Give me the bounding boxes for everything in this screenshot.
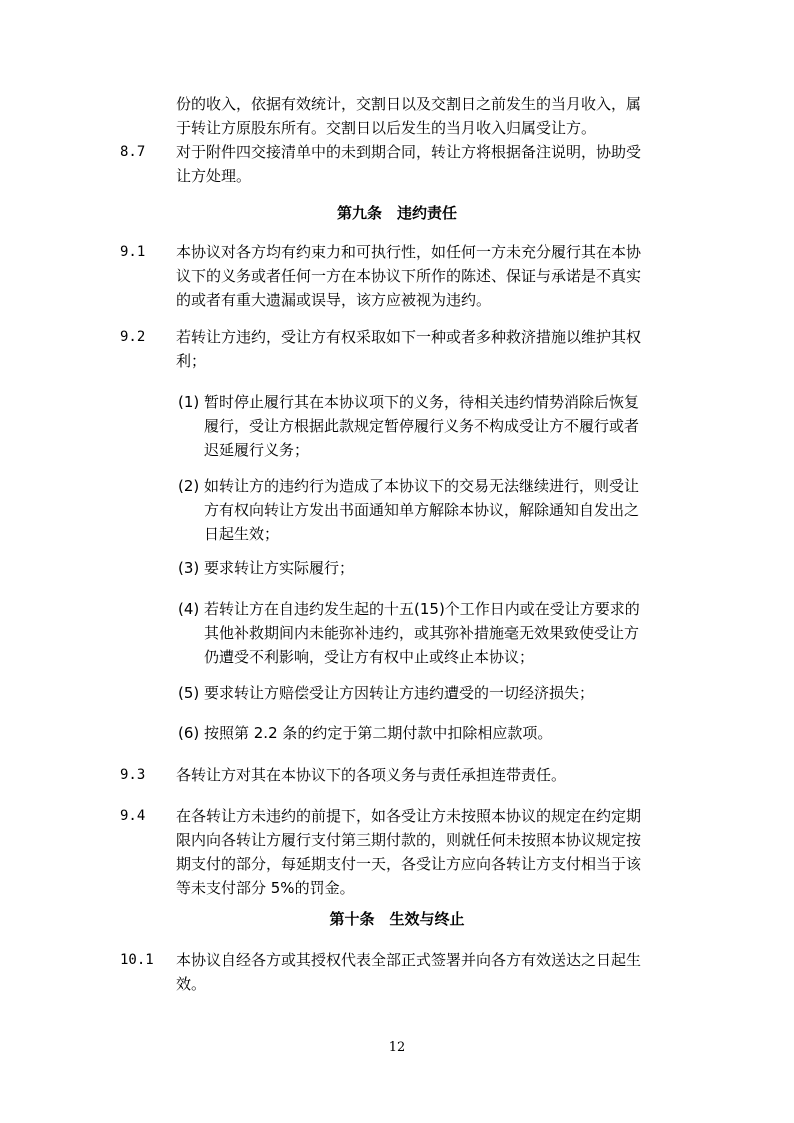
list-item-line: 要求转让方赔偿受让方因转让方违约遭受的一切经济损失； [204, 684, 595, 702]
paragraph-line: 利； [176, 352, 207, 370]
paragraph-line: 各转让方对其在本协议下的各项义务与责任承担连带责任。 [176, 766, 567, 784]
list-item-line: 若转让方在自违约发生起的十五(15)个工作日内或在受让方要求的 [204, 600, 640, 618]
paragraph-line: 议下的义务或者任何一方在本协议下所作的陈述、保证与承诺是不真实 [176, 267, 642, 285]
section-number: 9.3 [120, 767, 146, 783]
section-number: 9.1 [120, 244, 146, 260]
list-item-line: 仍遭受不利影响，受让方有权中止或终止本协议； [204, 648, 535, 666]
page-number: 12 [388, 1040, 406, 1055]
list-marker: (6) [178, 724, 200, 742]
list-marker: (4) [178, 600, 200, 618]
paragraph-line: 若转让方违约，受让方有权采取如下一种或者多种救济措施以维护其权 [176, 328, 642, 346]
article-heading: 第九条 违约责任 [336, 204, 457, 222]
paragraph-line: 份的收入，依据有效统计，交割日以及交割日之前发生的当月收入，属 [176, 95, 642, 113]
paragraph-line: 让方处理。 [176, 167, 252, 185]
paragraph-line: 于转让方原股东所有。交割日以后发生的当月收入归属受让方。 [176, 119, 597, 137]
paragraph-line: 本协议自经各方或其授权代表全部正式签署并向各方有效送达之日起生 [176, 951, 642, 969]
list-item-line: 其他补救期间内未能弥补违约，或其弥补措施毫无效果致使受让方 [204, 624, 640, 642]
section-number: 8.7 [120, 144, 146, 160]
list-item-line: 如转让方的违约行为造成了本协议下的交易无法继续进行，则受让 [204, 477, 640, 495]
list-marker: (1) [178, 393, 200, 411]
list-marker: (5) [178, 684, 200, 702]
list-item-line: 要求转让方实际履行； [204, 559, 355, 577]
section-number: 9.2 [120, 329, 146, 345]
list-marker: (2) [178, 477, 200, 495]
paragraph-line: 限内向各转让方履行支付第三期付款的，则就任何未按照本协议规定按 [176, 831, 642, 849]
paragraph-line: 对于附件四交接清单中的未到期合同，转让方将根据备注说明，协助受 [176, 143, 642, 161]
paragraph-line: 本协议对各方均有约束力和可执行性，如任何一方未充分履行其在本协 [176, 243, 642, 261]
paragraph-line: 等未支付部分 5%的罚金。 [176, 879, 355, 897]
paragraph-line: 的或者有重大遗漏或误导，该方应被视为违约。 [176, 291, 492, 309]
list-item-line: 迟延履行义务； [204, 441, 310, 459]
list-item-line: 暂时停止履行其在本协议项下的义务，待相关违约情势消除后恢复 [204, 393, 640, 411]
section-number: 10.1 [120, 952, 154, 968]
article-heading: 第十条 生效与终止 [329, 910, 465, 928]
list-item-line: 方有权向转让方发出书面通知单方解除本协议，解除通知自发出之 [204, 501, 640, 519]
section-number: 9.4 [120, 808, 146, 824]
paragraph-line: 效。 [176, 975, 207, 993]
list-item-line: 按照第 2.2 条的约定于第二期付款中扣除相应款项。 [204, 724, 553, 742]
paragraph-line: 在各转让方未违约的前提下，如各受让方未按照本协议的规定在约定期 [176, 807, 642, 825]
list-item-line: 日起生效； [204, 525, 280, 543]
list-item-line: 履行，受让方根据此款规定暂停履行义务不构成受让方不履行或者 [204, 417, 640, 435]
paragraph-line: 期支付的部分，每延期支付一天，各受让方应向各转让方支付相当于该 [176, 855, 642, 873]
list-marker: (3) [178, 559, 200, 577]
